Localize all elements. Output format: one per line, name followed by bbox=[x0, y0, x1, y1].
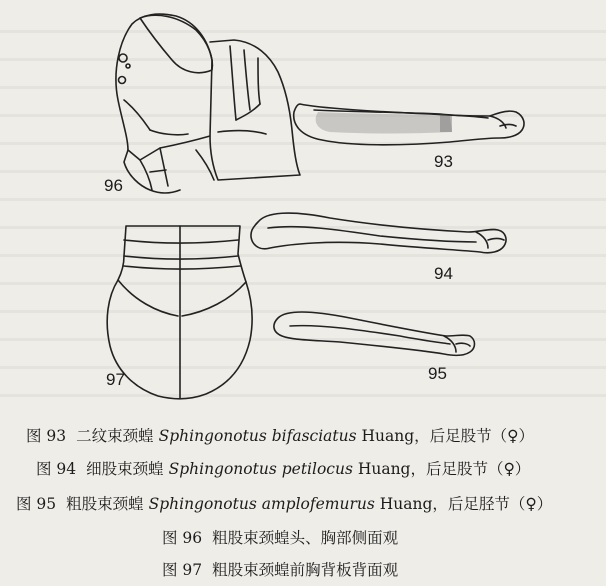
figure-93-hind-femur bbox=[294, 104, 524, 145]
caption-text: 粗股束颈蝗头、胸部侧面观 bbox=[212, 529, 399, 547]
caption-text: 二纹束颈蝗 bbox=[76, 427, 159, 445]
caption-fig95 bbox=[16, 494, 552, 514]
caption-fig96 bbox=[162, 528, 398, 548]
caption-species: Sphingonotus bifasciatus bbox=[158, 427, 357, 445]
figure-96-head-thorax-lateral bbox=[116, 14, 300, 193]
caption-species: Sphingonotus amplofemurus bbox=[148, 495, 375, 513]
figure-97-pronotum-dorsal bbox=[107, 226, 252, 399]
figure-94-hind-femur bbox=[251, 213, 506, 253]
caption-text: 细股束颈蝗 bbox=[86, 460, 169, 478]
caption-label: 图 93 bbox=[26, 427, 67, 445]
figure-number-93: 93 bbox=[434, 152, 453, 171]
caption-text: Huang，后足股节（♀） bbox=[356, 427, 534, 445]
caption-text: 粗股束颈蝗前胸背板背面观 bbox=[212, 561, 399, 579]
figure-number-95: 95 bbox=[428, 364, 447, 383]
caption-label: 图 95 bbox=[16, 495, 57, 513]
caption-text: Huang，后足胫节（♀） bbox=[374, 495, 553, 513]
caption-label: 图 94 bbox=[36, 460, 77, 478]
figure-number-97: 97 bbox=[106, 370, 125, 389]
caption-label: 图 97 bbox=[162, 561, 203, 579]
figure-number-96: 96 bbox=[104, 176, 123, 195]
figure-95-hind-tibia bbox=[274, 312, 475, 355]
caption-label: 图 96 bbox=[162, 529, 203, 547]
figure-number-94: 94 bbox=[434, 264, 453, 283]
caption-text: Huang，后足股节（♀） bbox=[352, 460, 531, 478]
caption-text: 粗股束颈蝗 bbox=[66, 495, 149, 513]
caption-species: Sphingonotus petilocus bbox=[168, 460, 353, 478]
caption-fig97 bbox=[162, 560, 398, 580]
caption-fig93 bbox=[26, 426, 534, 446]
caption-fig94 bbox=[36, 459, 530, 479]
